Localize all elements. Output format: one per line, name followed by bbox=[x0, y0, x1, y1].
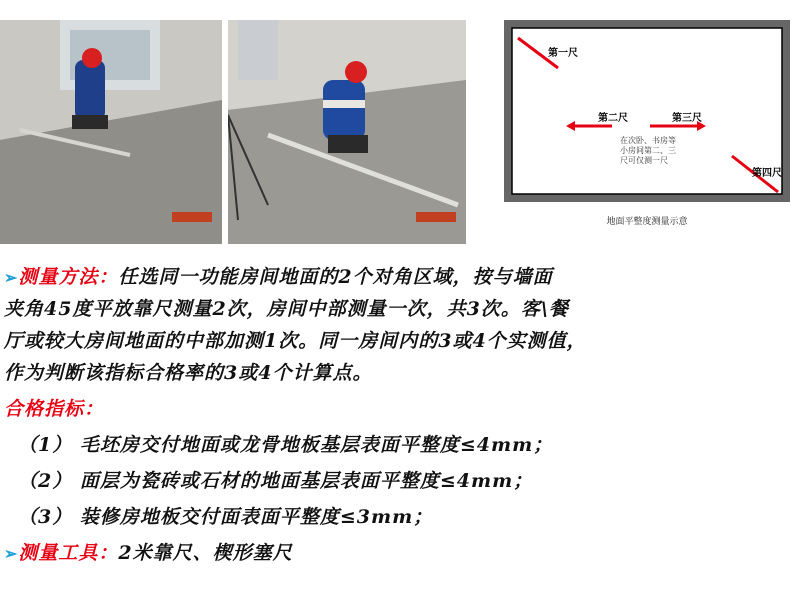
method-label: 测量方法： bbox=[18, 266, 119, 288]
diagram-label-1: 第一尺 bbox=[548, 48, 578, 59]
method-text-1: 任选同一功能房间地面的2个对角区域，按与墙面 bbox=[118, 266, 553, 288]
diagram-caption: 地面平整度测量示意 bbox=[606, 217, 688, 227]
diagram-label-3: 第三尺 bbox=[672, 113, 702, 124]
photo-1-image bbox=[0, 20, 222, 244]
diagram-room-outline bbox=[500, 16, 794, 216]
criteria-label: 合格指标： bbox=[4, 398, 105, 420]
tools-value: 2米靠尺、楔形塞尺 bbox=[118, 542, 293, 564]
diagram-note-line-2: 小房间第二、三 bbox=[620, 146, 676, 155]
photo-2-image bbox=[228, 20, 466, 244]
method-line-2: 夹角45度平放靠尺测量2次，房间中部测量一次，共3次。客\餐 bbox=[4, 298, 569, 320]
diagram-label-4: 第四尺 bbox=[752, 168, 782, 179]
method-line-4: 作为判断该指标合格率的3或4个计算点。 bbox=[4, 362, 373, 384]
diagram-note-line-1: 在次卧、书房等 bbox=[620, 136, 676, 145]
tools-line bbox=[4, 538, 293, 565]
bullet-arrow-icon: ➢ bbox=[4, 268, 19, 287]
criteria-item-1: （1） 毛坯房交付地面或龙骨地板基层表面平整度≤4mm； bbox=[18, 434, 554, 456]
method-line-3: 厅或较大房间地面的中部加测1次。同一房间内的3或4个实测值， bbox=[4, 330, 587, 352]
bullet-arrow-icon: ➢ bbox=[4, 544, 19, 563]
diagram-note bbox=[620, 136, 676, 166]
diagram-note-line-3: 尺可仅测一尺 bbox=[620, 156, 668, 165]
criteria-item-2: （2） 面层为瓷砖或石材的地面基层表面平整度≤4mm； bbox=[18, 470, 534, 492]
criteria-item-3: （3） 装修房地板交付面表面平整度≤3mm； bbox=[18, 506, 434, 528]
measurement-photo-2 bbox=[228, 20, 466, 244]
floor-flatness-diagram bbox=[500, 16, 794, 232]
tools-label: 测量工具： bbox=[18, 542, 119, 564]
measurement-photo-1 bbox=[0, 20, 222, 244]
method-line-1 bbox=[4, 262, 553, 289]
diagram-label-2: 第二尺 bbox=[598, 113, 628, 124]
